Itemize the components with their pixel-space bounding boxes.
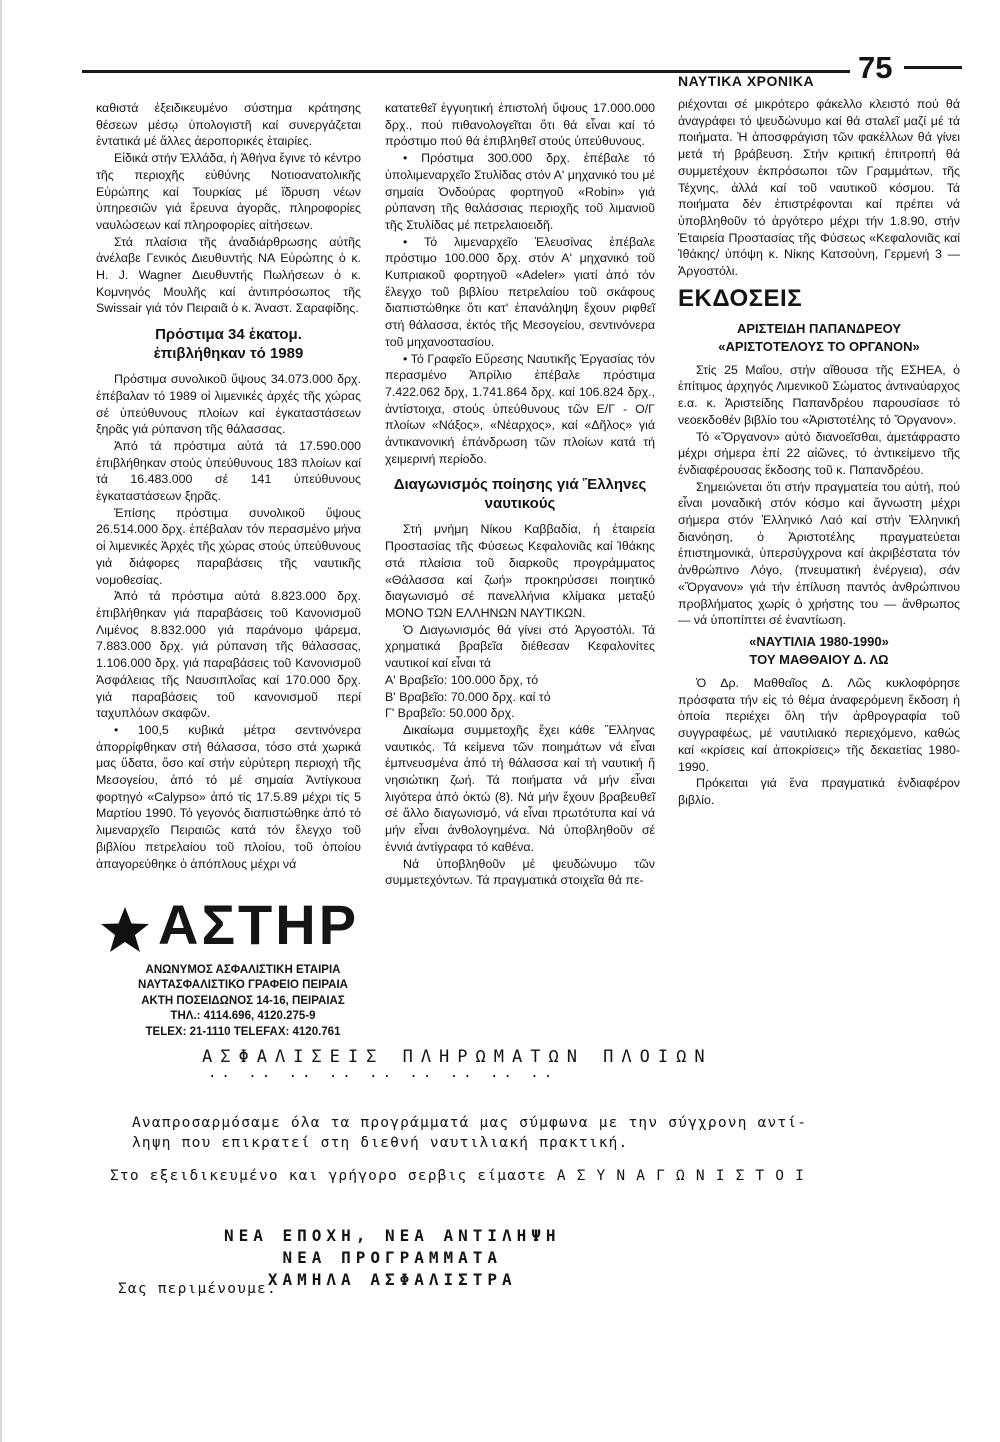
paragraph: Ἀπό τά πρόστιμα αὐτά 8.823.000 δρχ. ἐπιβλήθηκαν γιά παραβάσεις τοῦ Κανονισμοῦ Λιμένος 8.832.000 γιά παράνομο ψάρεμα, 7.883.000 δρχ. γιά ρύπανση τῆς θάλασσας, 1.106.000 δρχ. γιά παραβάσεις τοῦ Κανονισμοῦ Ἀσφάλειας τῆς Ναυσιπλοΐας καί 170.000 δρχ. γιά παραβάσεις τοῦ κανονισμοῦ περί ταχυπλόων σκαφῶν.	[96, 589, 361, 721]
paragraph: • 100,5 κυβικά μέτρα σεντινόνερα ἀπορρίφθηκαν στή θάλασσα, τόσο στά χωρικά μας ὕδατα, ὅσο καί στήν εὐρύτερη περιοχή τῆς Μεσογείου, ἀπό τό μέ σημαία Ἀντίγκουα φορτηγό «Calypso» ἀπό τίς 17.5.89 μέχρι τίς 5 Μαρτίου 1990. Τό γεγονός διαπιστώθηκε ἀπό τό λιμεναρχεῖο Πειραιῶς κατά τόν ἔλεγχο τοῦ βιβλίου πετρελαίου τοῦ πλοίου, τοῦ ὁποίου ἀπαγορεύθηκε ὁ ἀπόπλους μέχρι νά	[96, 722, 361, 871]
paragraph: κατατεθεῖ ἐγγυητική ἐπιστολή ὕψους 17.000.000 δρχ., πού πιθανολογεῖται ὅτι θά εἶναι καί τό πρόστιμο πού θά ἐπιβληθεῖ στούς ὑπεύθυνους.	[385, 101, 655, 149]
page-number: 75	[858, 50, 893, 85]
heading-line: «ΝΑΥΤΙΛΙΑ 1980-1990»	[749, 633, 889, 649]
paragraph: Πρόστιμα συνολικοῦ ὕψους 34.073.000 δρχ. ἐπέβαλαν τό 1989 οἱ λιμενικές ἀρχές τῆς χώρας σέ ὑπεύθυνους πλοίων καί ἐγκαταστάσεων ξηρᾶς γιά ρύπανση τῆς θάλασσας.	[96, 372, 361, 437]
paragraph: Δικαίωμα συμμετοχῆς ἔχει κάθε Ἕλληνας ναυτικός. Τά κείμενα τῶν ποιημάτων νά εἶναι ἐμπνευσμένα ἀπό τή θάλασσα καί τή ναυτική ἤ νησιώτικη ζωή. Τά ποιήματα νά μήν εἶναι λιγότερα ἀπό ὀκτώ (8). Νά μήν ἔχουν βραβευθεῖ σέ ἄλλο διαγωνισμό, νά εἶναι πρωτότυπα καί νά μήν εἶναι ἀνθολογημένα. Νά ὑποβληθοῦν σέ ἑννιά ἀντίγραφα τό καθένα.	[385, 722, 655, 854]
address-line: ΝΑΥΤΑΣΦΑΛΙΣΤΙΚΟ ΓΡΑΦΕΙΟ ΠΕΙΡΑΙΑ	[138, 979, 348, 992]
paragraph: Ἐπίσης πρόστιμα συνολικοῦ ὕψους 26.514.000 δρχ. ἐπέβαλαν τόν περασμένο μήνα οἱ λιμενικές Ἀρχές τῆς χώρας στούς ὑπεύθυνους γιά διάφορες παραβάσεις τῆς ναυτικῆς νομοθεσίας.	[96, 505, 361, 587]
paragraph: Νά ὑποβληθοῦν μέ ψευδώνυμο τῶν συμμετεχόντων. Τά πραγματικά στοιχεῖα θά πε-	[385, 856, 655, 888]
article-heading	[96, 325, 361, 363]
section-title: ΕΚΔΟΣΕΙΣ	[678, 284, 803, 312]
prize-line: Β' Βραβεῖο: 70.000 δρχ. καί τό	[385, 689, 551, 704]
ad-body-line: ληψη που επικρατεί στη διεθνή ναυτιλιακή πρακτική.	[132, 1135, 629, 1151]
paragraph: Στά πλαίσια τῆς ἀναδιάρθρωσης αὐτῆς ἀνέλαβε Γενικός Διευθυντής ΝΑ Εὐρώπης ὁ κ. H. J. Wagner Διευθυντής Πωλήσεων ὁ κ. Κομνηνός Μουλῆς καί ἀντιπρόσωπος τῆς Swissair γιά τόν Πειραιᾶ ὁ κ. Ἀναστ. Σαραφίδης.	[96, 234, 361, 316]
heading-line: Πρόστιμα 34 ἑκατομ.	[155, 326, 302, 344]
paragraph: Στή μνήμη Νίκου Καββαδία, ἡ ἑταιρεία Προστασίας τῆς Φύσεως Κεφαλονιᾶς καί Ἰθάκης στά πλαίσια τοῦ διαρκοῦς προγράμματος «Θάλασσα καί ζωή» προκηρύσσει ποιητικό διαγωνισμό σέ πανελλήνια κλίμακα μεταξύ ΜΟΝΟ ΤΩΝ ΕΛΛΗΝΩΝ ΝΑΥΤΙΚΩΝ.	[385, 522, 655, 620]
address-line: ΑΚΤΗ ΠΟΣΕΙΔΩΝΟΣ 14-16, ΠΕΙΡΑΙΑΣ	[141, 994, 345, 1007]
company-logo	[96, 893, 386, 956]
column-1	[96, 100, 361, 872]
paragraph: Στίς 25 Μαΐου, στήν αἴθουσα τῆς ΕΣΗΕΑ, ὁ ἐπίτιμος ἀρχηγός Λιμενικοῦ Σώματος ἀντιναύαρχος ε.α. κ. Ἀριστείδης Παπανδρέου παρουσίασε τό νεοεκδοθέν βιβλίο του «Ἀριστοτέλης τό Ὄργανον».	[678, 362, 960, 427]
slogan-line: ΝΕΑ ΠΡΟΓΡΑΜΜΑΤΑ	[282, 1248, 503, 1267]
column-3	[678, 96, 960, 809]
paragraph: Σημειώνεται ὅτι στήν πραγματεία του αὐτή, πού εἶναι μοναδική στόν κόσμο καί ἄγνωστη μέχρι σήμερα στόν Ἑλληνικό Λαό καί στήν Ἑλληνική διανόηση, ὁ Ἀριστοτέλης πραγματεύεται ἐπιστημονικά, ὑπερσύγχρονα καί ἀκριβέστατα τόν ἀνθρώπινο Λόγο, (πνευματική ἐνέργεια), σάν «Ὄργανον» γιά τήν ἐπίλυση παντός ἀνθρώπινου προβλήματος χωρίς ὁ χρήστης του — ἄνθρωπος — νά ὑποπίπτει σέ ἐναντίωση.	[678, 479, 960, 628]
column-2	[385, 100, 655, 889]
page-edge	[0, 0, 2, 1442]
paragraph: Πρόκειται γιά ἕνα πραγματικά ἐνδιαφέρον βιβλίο.	[678, 776, 960, 807]
paragraph: • Πρόστιμα 300.000 δρχ. ἐπέβαλε τό ὑπολιμεναρχεῖο Στυλίδας στόν Α' μηχανικό του μέ σημαία Ὀνδούρας φορτηγοῦ «Robin» γιά ρύπανση τῆς θαλάσσιας περιοχῆς τοῦ λιμανιοῦ τῆς Στυλίδας μέ πετρελαιοειδῆ.	[385, 151, 655, 232]
ad-closing: Σας περιμένουμε.	[118, 1281, 277, 1297]
paragraph: • Τό Γραφεῖο Εὕρεσης Ναυτικῆς Ἐργασίας τόν περασμένο Ἀπρίλιο ἐπέβαλε πρόστιμα 7.422.062 δρχ, 1.741.864 δρχ. καί 106.824 δρχ., ἀντίστοιχα, στούς ὑπεύθυνους τῶν Ε/Γ - Ο/Γ πλοίων «Νάξος», «Νέαρχος», καί «Δῆλος» γιά ἀντικανονική ἐπάνδρωση τῶν πλοίων κατά τή χειμερινή περίοδο.	[385, 351, 655, 466]
ad-headline: ΑΣΦΑΛΙΣΕΙΣ ΠΛΗΡΩΜΑΤΩΝ ΠΛΟΙΩΝ	[202, 1047, 713, 1067]
ad-body-line: Αναπροσαρμόσαμε όλα τα προγράμματά μας σύμφωνα με την σύγχρονη αντί-	[132, 1115, 808, 1131]
heading-line: ναυτικούς	[484, 495, 556, 513]
article-heading	[385, 475, 655, 513]
header-rule-right	[904, 66, 962, 69]
heading-line: ΑΡΙΣΤΕΙΔΗ ΠΑΠΑΝΔΡΕΟΥ	[736, 320, 902, 336]
article-heading	[678, 320, 960, 356]
paragraph: Εἰδικά στήν Ἑλλάδα, ἡ Ἀθήνα ἔγινε τό κέντρο τῆς περιοχῆς εὐθύνης Νοτιοανατολικῆς Εὐρώπης καί Τουρκίας μέ ἵδρυση νέων ὑπηρεσιῶν γιά ἔρευνα ἀγορᾶς, πληροφορίες ναυλώσεων καί πληροφορίες αἰτήσεων.	[96, 151, 361, 232]
paragraph: Τό «Ὄργανον» αὐτό διανοεῖσθαι, ἀμετάφραστο μέχρι σήμερα ἐπί 22 αἰῶνες, τό ἀντικείμενο τῆς ἐνδιαφέρουσας ἔκδοσης τοῦ κ. Παπανδρέου.	[678, 429, 960, 477]
slogan-line: ΧΑΜΗΛΑ ΑΣΦΑΛΙΣΤΡΑ	[267, 1270, 517, 1289]
paragraph: ριέχονται σέ μικρότερο φάκελλο κλειστό πού θά ἀναγράφει τό ψευδώνυμο καί θά σταλεῖ μαζί μέ τά ποιήματα. Ἡ ἀποσφράγιση τῶν φακέλλων θά γίνει μετά τή βράβευση. Στήν κριτική ἐπιτροπή θά συμμετέχουν ἐκπρόσωποι τῶν Γραμμάτων, τῆς Τέχνης, ἀλλά καί τοῦ ναυτικοῦ κόσμου. Τά ποιήματα δέν ἐπιστρέφονται καί πρέπει νά ὑποβληθοῦν τό ἀργότερο μέχρι τήν 1.8.90, στήν Ἑταιρεία Προστασίας τῆς Φύσεως «Κεφαλονιᾶς καί Ἰθάκης/ ὑπόψη κ. Νίκης Κατσούνη, Γερμενή 3 — Ἀργοστόλι.	[678, 97, 960, 279]
slogan-line: ΝΕΑ ΕΠΟΧΗ, ΝΕΑ ΑΝΤΙΛΗΨΗ	[224, 1226, 561, 1245]
magazine-title: ΝΑΥΤΙΚΑ ΧΡΟΝΙΚΑ	[678, 73, 815, 89]
prize-line: Γ' Βραβεῖο: 50.000 δρχ.	[385, 706, 515, 721]
prize-line: Α' Βραβεῖο: 100.000 δρχ, τό	[385, 672, 539, 687]
paragraph: καθιστά ἐξειδικευμένο σύστημα κράτησης θέσεων μέσῳ ὑπολογιστῆ καί συνεργάζεται ἐντατικά μέ ἄλλες ἀεροπορικές ἑταιρίες.	[96, 101, 361, 149]
heading-line: Διαγωνισμός ποίησης γιά Ἕλληνες	[393, 476, 647, 494]
star-icon	[98, 905, 152, 955]
heading-line: ἐπιβλήθηκαν τό 1989	[153, 345, 304, 363]
paragraph: Ὁ Διαγωνισμός θά γίνει στό Ἀργοστόλι. Τά χρηματικά βραβεῖα διέθεσαν Κεφαλονίτες ναυτικοί καί εἶναι τά	[385, 622, 655, 671]
heading-line: «ΑΡΙΣΤΟΤΕΛΟΥΣ ΤΟ ΟΡΓΑΝΟΝ»	[718, 338, 920, 354]
address-line: ΤΗΛ.: 4114.696, 4120.275-9	[170, 1010, 316, 1023]
company-address	[118, 963, 368, 1040]
address-line: TELEX: 21-1110 TELEFAX: 4120.761	[145, 1025, 341, 1038]
ad-service-line: Στο εξειδικευμένο και γρήγορο σερβις είμαστε Α Σ Υ Ν Α Γ Ω Ν Ι Σ Τ Ο Ι	[110, 1168, 806, 1184]
heading-line: ΤΟΥ ΜΑΘΘΑΙΟΥ Δ. ΛΩ	[749, 651, 889, 667]
paragraph: Ὁ Δρ. Μαθθαῖος Δ. Λῶς κυκλοφόρησε πρόσφατα τήν εἰς τό θέμα ἀναφερόμενη ἔκδοση ἡ ὁποία περιέχει ὅλη τήν ἀρθρογραφία τοῦ συγγραφέως, μέ ναυτιλιακό περιεχόμενο, καθώς καί «κρίσεις καί ἀποκρίσεις» τῆς δεκαετίας 1980-1990.	[678, 675, 960, 774]
ad-body-text	[132, 1113, 807, 1153]
ad-headline-dots: .. .. .. .. .. .. .. .. ..	[208, 1065, 558, 1081]
article-heading	[678, 633, 960, 669]
paragraph: • Τό λιμεναρχεῖο Ἐλευσίνας ἐπέβαλε πρόστιμο 100.000 δρχ. στόν Α' μηχανικό τοῦ Κυπριακοῦ φορτηγοῦ «Adeler» γιατί ἀπό τόν ἔλεγχο τοῦ βιβλίου πετρελαίου τοῦ σκάφους διαπιστώθηκε ὅτι κατ' ἐπανάληψη ἔχουν ριφθεῖ στή θάλασσα, ἐκτός τῆς Μεσογείου, σεντινόνερα τοῦ μηχανοστασίου.	[385, 234, 655, 349]
address-line: ΑΝΩΝΥΜΟΣ ΑΣΦΑΛΙΣΤΙΚΗ ΕΤΑΙΡΙΑ	[145, 964, 341, 976]
paragraph: Ἀπό τά πρόστιμα αὐτά τά 17.590.000 ἐπιβλήθηκαν στούς ὑπεύθυνους 183 πλοίων καί τά 16.483.000 σέ 141 ὑπεύθυνους ἐγκαταστάσεων ξηρᾶς.	[96, 438, 361, 504]
logo-text: ΑΣΤΗΡ	[158, 893, 360, 956]
